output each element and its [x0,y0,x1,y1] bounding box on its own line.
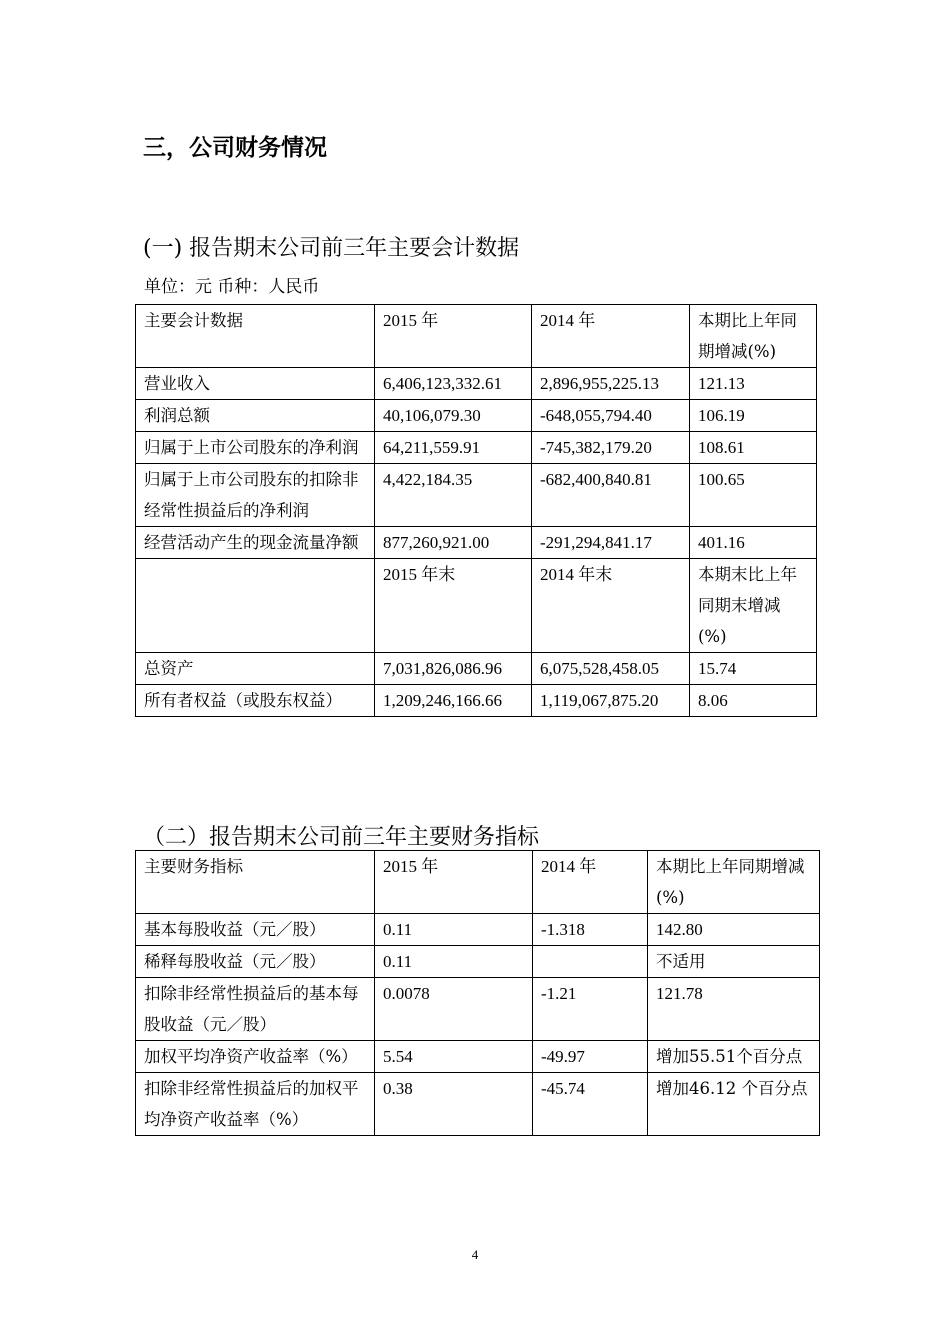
table-cell: 121.13 [690,368,817,400]
table-cell: 归属于上市公司股东的扣除非经常性损益后的净利润 [136,464,375,527]
table-cell: 6,406,123,332.61 [375,368,532,400]
table-cell: 7,031,826,086.96 [375,653,532,685]
table-row [136,978,820,1041]
table-cell: 106.19 [690,400,817,432]
table-cell: 8.06 [690,685,817,717]
table-cell: 5.54 [375,1041,533,1073]
accounting-data-table [135,304,817,717]
table-header-row [136,305,817,368]
table-cell: 扣除非经常性损益后的加权平均净资产收益率（%） [136,1073,375,1136]
table-cell: 121.78 [648,978,820,1041]
table-cell: 1,119,067,875.20 [532,685,690,717]
table-cell: -648,055,794.40 [532,400,690,432]
table-cell: 归属于上市公司股东的净利润 [136,432,375,464]
page-number: 4 [471,1247,479,1262]
table-cell: 营业收入 [136,368,375,400]
table-cell: 2014 年 [533,851,648,914]
table-cell: 0.38 [375,1073,533,1136]
accounting-data-title: (一) 报告期末公司前三年主要会计数据 [143,236,520,261]
table-cell: 108.61 [690,432,817,464]
table-row [136,400,817,432]
table-row [136,653,817,685]
table-cell: -1.21 [533,978,648,1041]
table-row [136,432,817,464]
table-cell: 15.74 [690,653,817,685]
table-row [136,1041,820,1073]
table-cell: -745,382,179.20 [532,432,690,464]
table-row [136,946,820,978]
table-row [136,1073,820,1136]
table-cell: 稀释每股收益（元／股） [136,946,375,978]
table-cell: 2,896,955,225.13 [532,368,690,400]
table-cell: 1,209,246,166.66 [375,685,532,717]
table-cell [136,559,375,653]
table-cell: 2015 年末 [375,559,532,653]
financial-indicators-title: （二）报告期末公司前三年主要财务指标 [143,825,540,850]
table-cell: -45.74 [533,1073,648,1136]
table-cell: -291,294,841.17 [532,527,690,559]
table-cell: 主要财务指标 [136,851,375,914]
table-cell: 2014 年 [532,305,690,368]
table-cell: -49.97 [533,1041,648,1073]
table-cell: 0.0078 [375,978,533,1041]
table-cell: 主要会计数据 [136,305,375,368]
section-heading: 三，公司财务情况 [143,135,327,161]
table-cell: 0.11 [375,914,533,946]
table-cell: 增加55.51个百分点 [648,1041,820,1073]
table-cell: 2015 年 [375,851,533,914]
table-cell: 本期末比上年同期末增减(%) [690,559,817,653]
table-cell: 6,075,528,458.05 [532,653,690,685]
table-cell: 加权平均净资产收益率（%） [136,1041,375,1073]
table-row [136,685,817,717]
financial-indicators-table [135,850,820,1136]
table-cell: 本期比上年同期增减(%) [690,305,817,368]
table-cell: 2014 年末 [532,559,690,653]
table-cell: 总资产 [136,653,375,685]
table-cell: -682,400,840.81 [532,464,690,527]
table-row [136,527,817,559]
table-subheader-row [136,559,817,653]
table-row [136,368,817,400]
table-header-row [136,851,820,914]
table-cell: 扣除非经常性损益后的基本每股收益（元／股） [136,978,375,1041]
table-cell: 401.16 [690,527,817,559]
table-cell: 64,211,559.91 [375,432,532,464]
table-cell: 4,422,184.35 [375,464,532,527]
table-cell: 100.65 [690,464,817,527]
table-row [136,464,817,527]
table-cell: 本期比上年同期增减(%) [648,851,820,914]
table-cell: 所有者权益（或股东权益） [136,685,375,717]
table-cell: 增加46.12 个百分点 [648,1073,820,1136]
table-cell: 基本每股收益（元／股） [136,914,375,946]
table-cell: 经营活动产生的现金流量净额 [136,527,375,559]
table-cell: 40,106,079.30 [375,400,532,432]
table-cell: -1.318 [533,914,648,946]
table-cell: 142.80 [648,914,820,946]
table-cell: 不适用 [648,946,820,978]
currency-unit-note: 单位：元 币种：人民币 [144,277,320,297]
table-cell [533,946,648,978]
table-cell: 2015 年 [375,305,532,368]
table-cell: 877,260,921.00 [375,527,532,559]
table-row [136,914,820,946]
table-cell: 利润总额 [136,400,375,432]
table-cell: 0.11 [375,946,533,978]
